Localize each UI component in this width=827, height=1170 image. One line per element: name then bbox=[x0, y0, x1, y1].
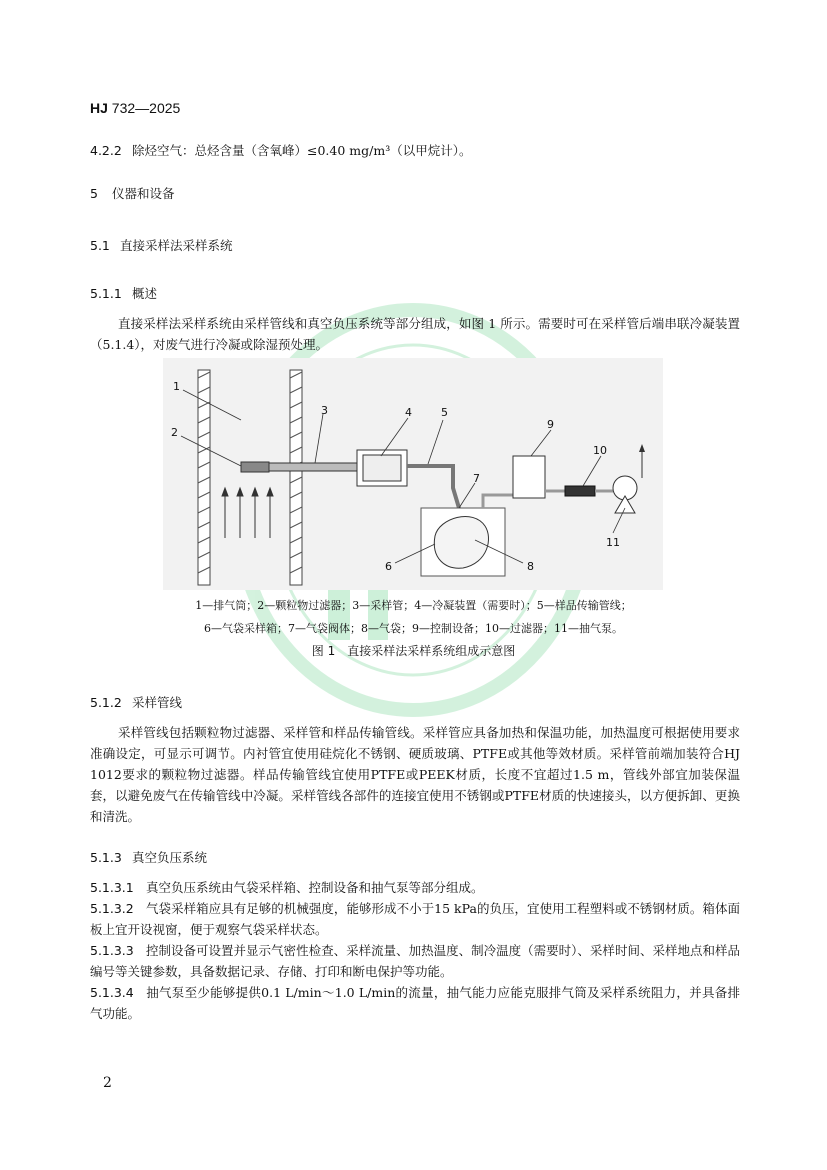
clause-5-1-3-2 bbox=[90, 898, 740, 940]
section-5-1-3-heading bbox=[90, 848, 207, 866]
section-5-1-heading bbox=[90, 236, 233, 254]
std-number: 732—2025 bbox=[107, 100, 181, 116]
section-title: 概述 bbox=[132, 286, 158, 301]
page-number: 2 bbox=[103, 1075, 112, 1091]
standard-code bbox=[90, 100, 180, 117]
label-3: 3 bbox=[321, 404, 328, 417]
label-9: 9 bbox=[547, 418, 554, 431]
label-2: 2 bbox=[171, 426, 178, 439]
section-number: 5 bbox=[90, 186, 98, 201]
section-title: 直接采样法采样系统 bbox=[120, 238, 233, 253]
section-title: 仪器和设备 bbox=[112, 186, 175, 201]
section-title: 真空负压系统 bbox=[132, 850, 208, 865]
section-number: 5.1.1 bbox=[90, 286, 122, 301]
section-number: 5.1.2 bbox=[90, 695, 122, 710]
overview-paragraph: 直接采样法采样系统由采样管线和真空负压系统等部分组成，如图 1 所示。需要时可在采样管后端串联冷凝装置（5.1.4），对废气进行冷凝或除湿预处理。 bbox=[90, 316, 740, 352]
section-5-heading bbox=[90, 184, 175, 202]
clause-text: 除烃空气：总烃含量（含氧峰）≤0.40 mg/m³（以甲烷计）。 bbox=[132, 143, 472, 158]
clause-number: 5.1.3.4 bbox=[90, 985, 134, 1000]
figure-legend-line-2: 6—气袋采样箱；7—气袋阀体；8—气袋；9—控制设备；10—过滤器；11—抽气泵。 bbox=[204, 622, 623, 635]
clause-text: 气袋采样箱应具有足够的机械强度，能够形成不小于15 kPa的负压，宜使用工程塑料或不锈钢材质。箱体面板上宜开设视窗，便于观察气袋采样状态。 bbox=[90, 901, 740, 937]
sampling-line-paragraph: 采样管线包括颗粒物过滤器、采样管和样品传输管线。采样管应具备加热和保温功能，加热温度可根据使用要求准确设定，可显示可调节。内衬管宜使用硅烷化不锈钢、硬质玻璃、PTFE或其他等效材质。采样管前端加装符合HJ 1012要求的颗粒物过滤器。样品传输管线宜使用PTFE或PEEK材质，长度不宜超过1.5 m，管线外部宜加装保温套，以避免废气在传输管线中冷凝。采样管线各部件的连接宜使用不锈钢或PTFE材质的快速接头，以方便拆卸、更换和清洗。 bbox=[90, 725, 740, 824]
figure-legend-line-1: 1—排气筒；2—颗粒物过滤器；3—采样管；4—冷凝装置（需要时）；5—样品传输管线； bbox=[195, 599, 632, 612]
label-4: 4 bbox=[405, 406, 412, 419]
clause-number: 5.1.3.1 bbox=[90, 880, 134, 895]
clause-number: 5.1.3.2 bbox=[90, 901, 134, 916]
label-10: 10 bbox=[593, 444, 607, 457]
figure-title: 图 1 直接采样法采样系统组成示意图 bbox=[311, 644, 516, 658]
section-number: 5.1.3 bbox=[90, 850, 122, 865]
label-8: 8 bbox=[527, 560, 534, 573]
section-5-1-1-heading bbox=[90, 284, 157, 302]
label-6: 6 bbox=[385, 560, 392, 573]
clause-text: 真空负压系统由气袋采样箱、控制设备和抽气泵等部分组成。 bbox=[146, 880, 484, 895]
section-number: 5.1 bbox=[90, 238, 110, 253]
label-1: 1 bbox=[173, 380, 180, 393]
label-5: 5 bbox=[441, 406, 448, 419]
sampling-system-diagram bbox=[163, 358, 663, 590]
section-title: 采样管线 bbox=[132, 695, 183, 710]
clause-5-1-3-1 bbox=[90, 877, 740, 898]
label-7: 7 bbox=[473, 472, 480, 485]
clause-number: 4.2.2 bbox=[90, 143, 122, 158]
std-code-bold: HJ bbox=[90, 100, 108, 116]
clause-4-2-2 bbox=[90, 140, 471, 161]
clause-text: 抽气泵至少能够提供0.1 L/min～1.0 L/min的流量，抽气能力应能克服排气筒及采样系统阻力，并具备排气功能。 bbox=[90, 985, 740, 1021]
clause-5-1-3-3 bbox=[90, 940, 740, 982]
label-11: 11 bbox=[606, 536, 620, 549]
section-5-1-2-heading bbox=[90, 693, 182, 711]
clause-number: 5.1.3.3 bbox=[90, 943, 134, 958]
clause-text: 控制设备可设置并显示气密性检查、采样流量、加热温度、制冷温度（需要时）、采样时间、采样地点和样品编号等关键参数，具备数据记录、存储、打印和断电保护等功能。 bbox=[90, 943, 740, 979]
clause-5-1-3-4 bbox=[90, 982, 740, 1024]
